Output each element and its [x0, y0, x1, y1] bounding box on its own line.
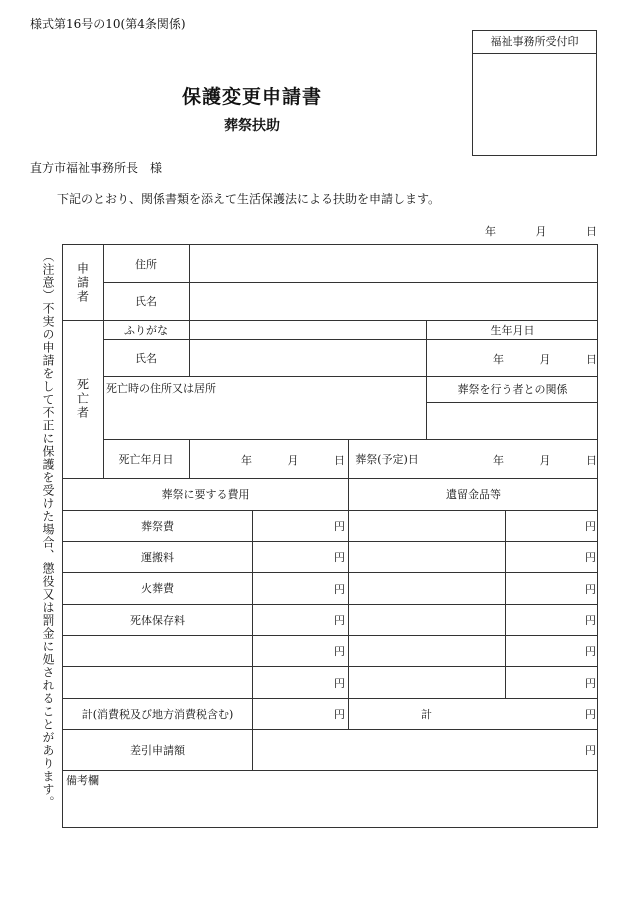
cost-item-label: 火葬費 — [141, 582, 174, 595]
remarks-label: 備考欄 — [66, 774, 99, 787]
month-unit: 月 — [539, 454, 551, 467]
yen-unit: 円 — [334, 551, 345, 564]
applicant-address-field[interactable] — [189, 245, 599, 282]
birthdate-label: 生年月日 — [490, 323, 535, 337]
cost-total-label: 計(消費税及び地方消費税含む) — [81, 707, 234, 721]
cost-item-label: 死体保存料 — [130, 613, 185, 627]
belongings-total-label: 計 — [421, 707, 432, 721]
month-unit: 月 — [539, 353, 551, 366]
yen-unit: 円 — [334, 614, 345, 627]
yen-unit: 円 — [585, 614, 596, 627]
page-title: 保護変更申請書 — [181, 86, 322, 108]
deceased-name-field[interactable] — [189, 339, 426, 376]
form-number: 様式第16号の10(第4条関係) — [30, 17, 186, 31]
applicant-name-field[interactable] — [189, 282, 599, 320]
application-date — [485, 223, 597, 239]
birthdate-field[interactable] — [493, 351, 597, 367]
stamp-label: 福祉事務所受付印 — [473, 31, 596, 54]
cost-item-label: 葬祭費 — [141, 519, 174, 533]
day-unit: 日 — [334, 454, 345, 467]
furigana-field[interactable] — [189, 320, 426, 339]
month-unit: 月 — [287, 454, 299, 467]
day-unit: 日 — [586, 353, 597, 366]
yen-unit: 円 — [334, 583, 345, 596]
yen-unit: 円 — [585, 520, 596, 533]
deceased-name-label: 氏名 — [135, 351, 157, 365]
applicant-name-label: 氏名 — [135, 295, 157, 308]
costs-header: 葬祭に要する費用 — [161, 488, 250, 501]
net-amount-label: 差引申請額 — [130, 743, 185, 757]
yen-unit: 円 — [585, 645, 596, 658]
page-subtitle: 葬祭扶助 — [224, 118, 280, 134]
applicant-address-label: 住所 — [135, 257, 157, 271]
remarks-field[interactable] — [63, 790, 599, 828]
funeral-date-field[interactable] — [493, 452, 597, 468]
belongings-header: 遺留金品等 — [446, 488, 501, 501]
relation-field[interactable] — [426, 402, 599, 439]
year-unit: 年 — [241, 454, 252, 467]
yen-unit: 円 — [585, 551, 596, 564]
year-unit: 年 — [493, 454, 504, 467]
yen-unit: 円 — [334, 520, 345, 533]
cost-item-label[interactable] — [63, 666, 252, 698]
death-address-label: 死亡時の住所又は居所 — [106, 382, 216, 395]
yen-unit: 円 — [585, 583, 596, 596]
yen-unit: 円 — [334, 677, 345, 690]
yen-unit: 円 — [585, 744, 596, 757]
month-unit: 月 — [535, 225, 547, 238]
day-unit: 日 — [586, 225, 597, 238]
cost-item-label[interactable] — [63, 635, 252, 666]
notice-text: （注意）不実の申請をして不正に保護を受けた場合、懲役又は罰金に処されることがあります。 — [41, 250, 55, 809]
application-table — [62, 244, 598, 828]
year-unit: 年 — [493, 353, 504, 366]
year-unit: 年 — [485, 225, 496, 238]
death-date-label: 死亡年月日 — [118, 452, 174, 466]
death-date-field[interactable] — [241, 452, 345, 468]
furigana-label: ふりがな — [124, 323, 168, 337]
intro-text: 下記のとおり、関係書類を添えて生活保護法による扶助を申請します。 — [57, 192, 441, 206]
yen-unit: 円 — [585, 677, 596, 690]
addressee: 直方市福祉事務所長 様 — [30, 161, 163, 175]
day-unit: 日 — [586, 454, 597, 467]
applicant-label: 申請者 — [75, 261, 90, 304]
funeral-date-label: 葬祭(予定)日 — [355, 452, 419, 466]
yen-unit: 円 — [334, 645, 345, 658]
deceased-label: 死亡者 — [75, 378, 90, 420]
yen-unit: 円 — [585, 708, 596, 721]
cost-item-label: 運搬料 — [141, 550, 174, 564]
relation-label: 葬祭を行う者との関係 — [457, 383, 568, 396]
yen-unit: 円 — [334, 708, 345, 721]
